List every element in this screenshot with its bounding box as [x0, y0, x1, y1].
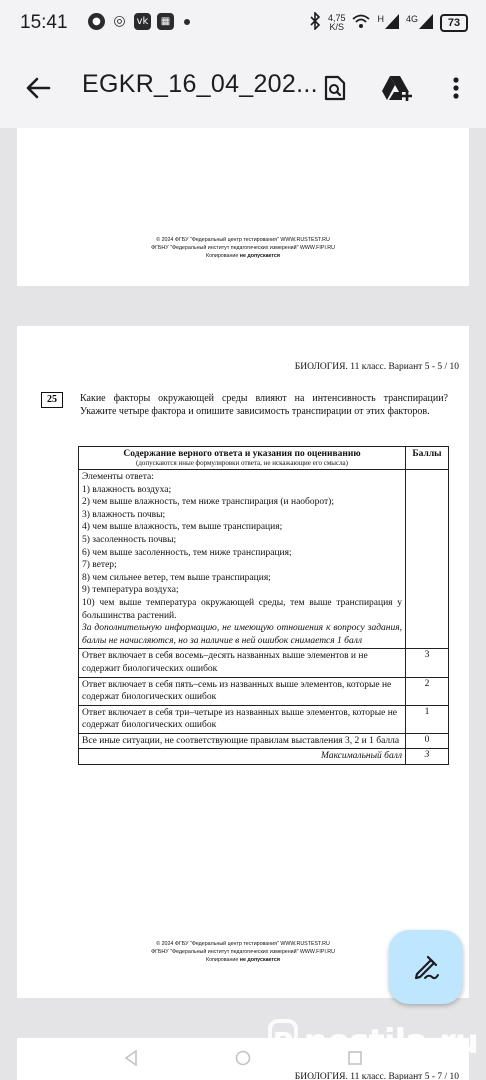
back-button[interactable]: [18, 68, 58, 108]
footer-line-2: ФГБНУ "Федеральный институт педагогических измерений" WWW.FIPI.RU: [151, 949, 335, 955]
footer-copy-prefix: Копирование: [206, 957, 240, 963]
footer-copy-bold: не допускается: [239, 957, 280, 963]
table-header-row: [79, 447, 449, 470]
header-content-cell: [79, 447, 406, 470]
score-row-value: 2: [406, 677, 449, 705]
system-indicators: [309, 12, 468, 33]
wifi-icon: [352, 14, 370, 32]
score-row-text: Все иные ситуации, не соответствующие правилам выставления 3, 2 и 1 балла: [79, 733, 406, 749]
vk-icon: vk: [134, 13, 151, 30]
score-row: [79, 649, 449, 677]
annotate-fab-button[interactable]: [389, 930, 463, 1004]
net-speed-value: 4,75: [327, 12, 346, 23]
watermark-text: postila.ru: [303, 1022, 478, 1062]
document-title: EGKR_16_04_202...: [82, 70, 318, 98]
page-footer: [17, 236, 469, 260]
more-notifications-dot-icon: [184, 19, 190, 25]
status-bar: [0, 0, 486, 48]
document-page-5: [17, 326, 469, 998]
grading-note: За дополнительную информацию, не имеющую отношения к вопросу задания, баллы не начисляются, но за наличие в ней ошибок снимается 1 балл: [82, 623, 402, 646]
score-row-text: Ответ включает в себя восемь–десять названных выше элементов и не содержит биологических ошибок: [79, 649, 406, 677]
score-row: [79, 677, 449, 705]
score-row-value: 3: [406, 649, 449, 677]
document-page-4: [17, 128, 469, 286]
max-score-value: 3: [406, 749, 449, 765]
answer-elements-cell: [79, 470, 406, 649]
question-number: 25: [41, 392, 63, 408]
record-icon: ◎: [113, 13, 126, 29]
score-row-text: Ответ включает в себя пять–семь из названных выше элементов, которые не содержат биологических ошибок: [79, 677, 406, 705]
app-bar: [0, 48, 486, 128]
net-speed: [328, 14, 346, 32]
add-to-drive-button[interactable]: [377, 68, 417, 108]
footer-line-3: [17, 252, 469, 260]
circle-notification-icon: ●: [88, 13, 105, 30]
search-in-document-button[interactable]: [315, 68, 355, 108]
header-main: Содержание верного ответа и указания по оцениванию: [123, 449, 361, 459]
score-row: [79, 733, 449, 749]
score-row-value: 1: [406, 705, 449, 733]
nav-back-button[interactable]: [121, 1048, 141, 1068]
system-navigation-bar: [0, 1036, 486, 1080]
edit-pen-icon: [412, 953, 440, 981]
back-arrow-icon: [25, 75, 51, 101]
footer-line-1: © 2024 ФГБУ "Федеральный центр тестирования" WWW.RUSTEST.RU: [156, 237, 330, 243]
header-sub: (допускаются иные формулировки ответа, не искажающие его смысла): [136, 459, 348, 467]
max-score-row: [79, 749, 449, 765]
more-options-button[interactable]: [436, 68, 476, 108]
answer-element: 8) чем сильнее ветер, тем выше транспирация;: [82, 572, 271, 583]
header-score-cell: Баллы: [406, 447, 449, 470]
running-head: БИОЛОГИЯ. 11 класс. Вариант 5 - 5 / 10: [294, 362, 459, 372]
watermark-p-icon: P: [268, 1019, 298, 1065]
score-row-text: Ответ включает в себя три–четыре из названных выше элементов, которые не содержат биологических ошибок: [79, 705, 406, 733]
signal-bars-icon: [419, 14, 433, 32]
footer-copy-prefix: Копирование: [206, 253, 240, 259]
answer-element: 4) чем выше влажность, тем выше транспирация;: [82, 522, 283, 533]
max-score-label: Максимальный балл: [79, 749, 406, 765]
answer-element: 5) засоленность почвы;: [82, 534, 177, 545]
answer-element: 1) влажность воздуха;: [82, 484, 172, 495]
notification-icons: [88, 13, 190, 30]
answer-element: 9) температура воздуха;: [82, 585, 179, 596]
add-to-drive-icon: [381, 74, 413, 102]
calendar-icon: ▦: [157, 13, 174, 30]
nav-recents-button[interactable]: [345, 1048, 365, 1068]
score-row-value: 0: [406, 733, 449, 749]
footer-line-2: ФГБНУ "Федеральный институт педагогических измерений" WWW.FIPI.RU: [151, 245, 335, 251]
net-speed-unit: K/S: [329, 21, 344, 32]
bluetooth-icon: [309, 12, 321, 33]
answer-elements-row: [79, 470, 449, 649]
nav-home-circle-icon: [235, 1050, 251, 1066]
answer-element: 10) чем выше температура окружающей среды, тем выше транспирация у большинства растений.: [82, 597, 402, 621]
status-time: 15:41: [20, 12, 68, 33]
running-head: БИОЛОГИЯ. 11 класс. Вариант 5 - 7 / 10: [294, 1072, 459, 1080]
more-vert-icon: [453, 77, 459, 99]
signal-h-label: H: [377, 13, 384, 24]
answer-elements-score-cell: [406, 470, 449, 649]
battery-icon: 73: [440, 14, 468, 32]
elements-title: Элементы ответа:: [82, 472, 154, 482]
nav-home-button[interactable]: [233, 1048, 253, 1068]
signal-4g-label: 4G: [405, 13, 418, 24]
signal-bars-icon: [385, 14, 399, 32]
score-row: [79, 705, 449, 733]
grading-criteria-table: [78, 446, 449, 765]
footer-line-1: © 2024 ФГБУ "Федеральный центр тестирования" WWW.RUSTEST.RU: [156, 941, 330, 947]
nav-recents-square-icon: [348, 1051, 362, 1065]
question-text: Какие факторы окружающей среды влияют на интенсивность транспирации? Укажите четыре фактора и опишите зависимость транспирации от этих факторов.: [80, 393, 448, 417]
search-document-icon: [323, 75, 347, 101]
footer-copy-bold: не допускается: [239, 253, 280, 259]
answer-element: 3) влажность почвы;: [82, 509, 166, 520]
nav-back-triangle-icon: [124, 1050, 138, 1066]
answer-element: 7) ветер;: [82, 560, 117, 571]
answer-element: 2) чем выше влажность, тем ниже транспирация (и наоборот);: [82, 497, 334, 508]
answer-element: 6) чем выше засоленность, тем ниже транспирация;: [82, 547, 292, 558]
